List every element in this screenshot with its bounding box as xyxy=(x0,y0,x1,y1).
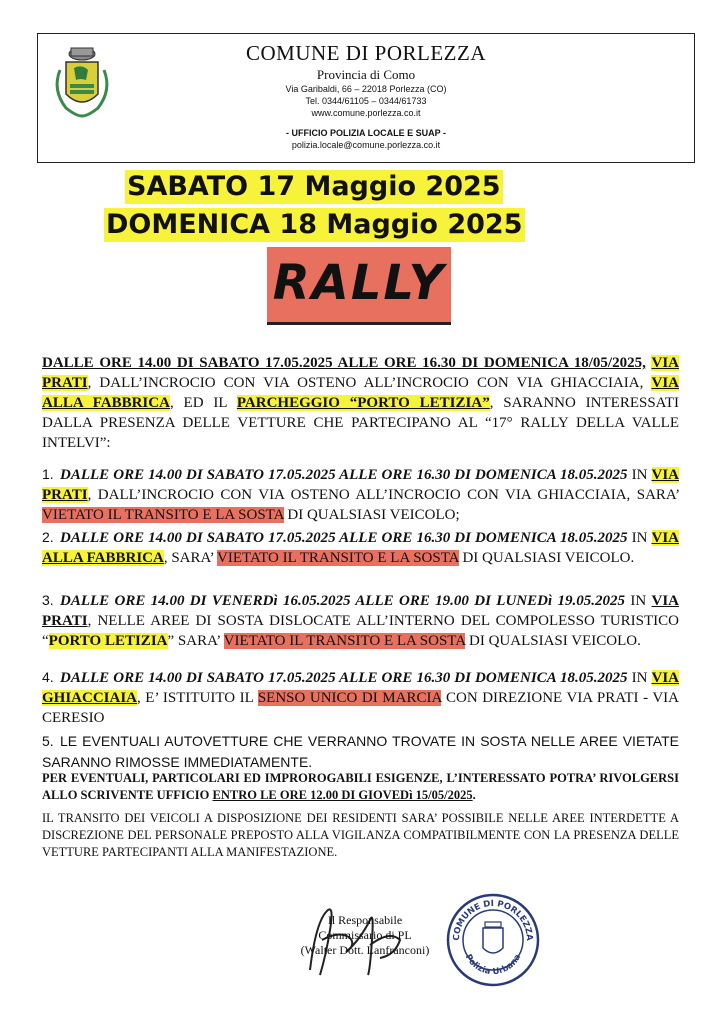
list-item xyxy=(42,527,679,568)
stamp-bottom-text: Polizia Urbana xyxy=(462,952,524,978)
intro-text: , ED IL xyxy=(169,395,227,411)
item-street: VIA GHIACCIAIA xyxy=(42,670,680,706)
item-text: IN xyxy=(631,467,648,483)
item-text: , SARA’ xyxy=(163,550,214,566)
signer-title: Commissario di PL xyxy=(318,928,412,942)
item-rule: SENSO UNICO DI MARCIA xyxy=(257,690,442,706)
item-text: , NELLE AREE DI SOSTA DISLOCATE ALL’INTERNO DEL COMPOLESSO TURISTICO “ xyxy=(42,613,679,649)
item-rule: VIETATO IL TRANSITO E LA SOSTA xyxy=(217,550,459,566)
date-line-sunday: DOMENICA 18 Maggio 2025 xyxy=(106,209,523,240)
item-number: 2. xyxy=(42,529,54,545)
municipality-title: COMUNE DI PORLEZZA xyxy=(246,41,486,65)
note-text: . xyxy=(472,788,476,802)
office-name: - UFFICIO POLIZIA LOCALE E SUAP - xyxy=(285,128,446,138)
item-text: IN xyxy=(631,670,648,686)
address: Via Garibaldi, 66 – 22018 Porlezza (CO) xyxy=(285,84,447,94)
item-text: DI QUALSIASI VEICOLO. xyxy=(462,550,635,566)
official-stamp-icon xyxy=(445,892,541,988)
signature-block xyxy=(280,913,450,958)
stamp-top-text: COMUNE DI PORLEZZA xyxy=(451,898,535,942)
item-rule: VIETATO IL TRANSITO E LA SOSTA xyxy=(223,633,466,649)
residents-note: IL TRANSITO DEI VEICOLI A DISPOSIZIONE DEI RESIDENTI SARA’ POSSIBILE NELLE AREE INTERDETTE A DISCREZIONE DEL PERSONALE PREPOSTO ALLA VIGILANZA COMPATIBILMENTE CON LA PRESENZA DELLE VETTURE PARTECIPANTI ALLA MANIFESTAZIONE. xyxy=(42,811,679,859)
item-text: LE EVENTUALI AUTOVETTURE CHE VERRANNO TROVATE IN SOSTA NELLE AREE VIETATE SARANNO RIMOSSE IMMEDIATAMENTE. xyxy=(42,733,679,770)
item-time-range: DALLE ORE 14.00 DI SABATO 17.05.2025 ALLE ORE 16.30 DI DOMENICA 18.05.2025 xyxy=(60,670,628,686)
street-via-alla-fabbrica: VIA ALLA FABBRICA xyxy=(42,375,679,411)
item-street: VIA ALLA FABBRICA xyxy=(42,530,680,566)
list-item xyxy=(42,464,679,525)
item-street: VIA PRATI xyxy=(42,467,680,503)
website: www.comune.porlezza.co.it xyxy=(311,108,421,118)
signer-name: (Walter Dott. Lanfranconi) xyxy=(300,943,430,957)
list-item xyxy=(42,731,679,773)
list-item xyxy=(42,667,679,728)
date-line-saturday: SABATO 17 Maggio 2025 xyxy=(127,171,501,202)
item-number: 4. xyxy=(42,669,54,685)
note-text: PER EVENTUALI, PARTICOLARI ED IMPROROGABILI ESIGENZE, L’INTERESSATO POTRA’ RIVOLGERSI ALLO SCRIVENTE UFFICIO xyxy=(42,771,679,802)
item-text: , E’ ISTITUITO IL xyxy=(137,690,254,706)
note-deadline: ENTRO LE ORE 12.00 DI GIOVEDì 15/05/2025 xyxy=(212,788,473,802)
province: Provincia di Como xyxy=(316,67,416,82)
item-time-range: DALLE ORE 14.00 DI VENERDì 16.05.2025 ALLE ORE 19.00 DI LUNEDì 19.05.2025 xyxy=(60,593,625,609)
event-banner xyxy=(267,247,451,325)
parking-porto-letizia: PARCHEGGIO “PORTO LETIZIA” xyxy=(236,395,490,411)
item-text: , DALL’INCROCIO CON VIA OSTENO ALL’INCROCIO CON VIA GHIACCIAIA, SARA’ xyxy=(87,487,679,503)
item-text: IN xyxy=(630,593,647,609)
item-text: DI QUALSIASI VEICOLO; xyxy=(287,507,460,523)
item-text: ” SARA’ xyxy=(167,633,221,649)
item-number: 1. xyxy=(42,466,54,482)
phone: Tel. 0344/61105 – 0344/61733 xyxy=(305,96,427,106)
signer-role: Il Responsabile xyxy=(327,913,403,927)
item-number: 3. xyxy=(42,592,54,608)
item-text: IN xyxy=(631,530,648,546)
intro-time-range: DALLE ORE 14.00 DI SABATO 17.05.2025 ALLE ORE 16.30 DI DOMENICA 18/05/2025, xyxy=(42,355,646,371)
item-text: CON DIREZIONE VIA PRATI - VIA CERESIO xyxy=(42,690,680,726)
item-rule: VIETATO IL TRANSITO E LA SOSTA xyxy=(42,507,284,523)
item-time-range: DALLE ORE 14.00 DI SABATO 17.05.2025 ALLE ORE 16.30 DI DOMENICA 18.05.2025 xyxy=(60,467,628,483)
letterhead xyxy=(37,33,695,163)
item-text: DI QUALSIASI VEICOLO. xyxy=(469,633,641,649)
event-title: RALLY xyxy=(272,255,446,311)
item-street: VIA PRATI xyxy=(42,593,680,629)
email: polizia.locale@comune.porlezza.co.it xyxy=(291,140,441,150)
svg-text:Polizia Urbana xyxy=(463,952,524,977)
list-item xyxy=(42,590,679,651)
intro-paragraph xyxy=(42,353,679,453)
item-time-range: DALLE ORE 14.00 DI SABATO 17.05.2025 ALLE ORE 16.30 DI DOMENICA 18.05.2025 xyxy=(60,530,628,546)
intro-text: , SARANNO INTERESSATI DALLA PRESENZA DELLE VETTURE CHE PARTECIPANO AL “17° RALLY DELLA VALLE INTELVI”: xyxy=(42,395,680,451)
item-place: PORTO LETIZIA xyxy=(48,633,168,649)
street-via-prati: VIA PRATI xyxy=(42,355,679,391)
intro-text: , DALL’INCROCIO CON VIA OSTENO ALL’INCROCIO CON VIA GHIACCIAIA, xyxy=(87,375,644,391)
item-number: 5. xyxy=(42,733,54,749)
contact-note xyxy=(42,770,679,804)
